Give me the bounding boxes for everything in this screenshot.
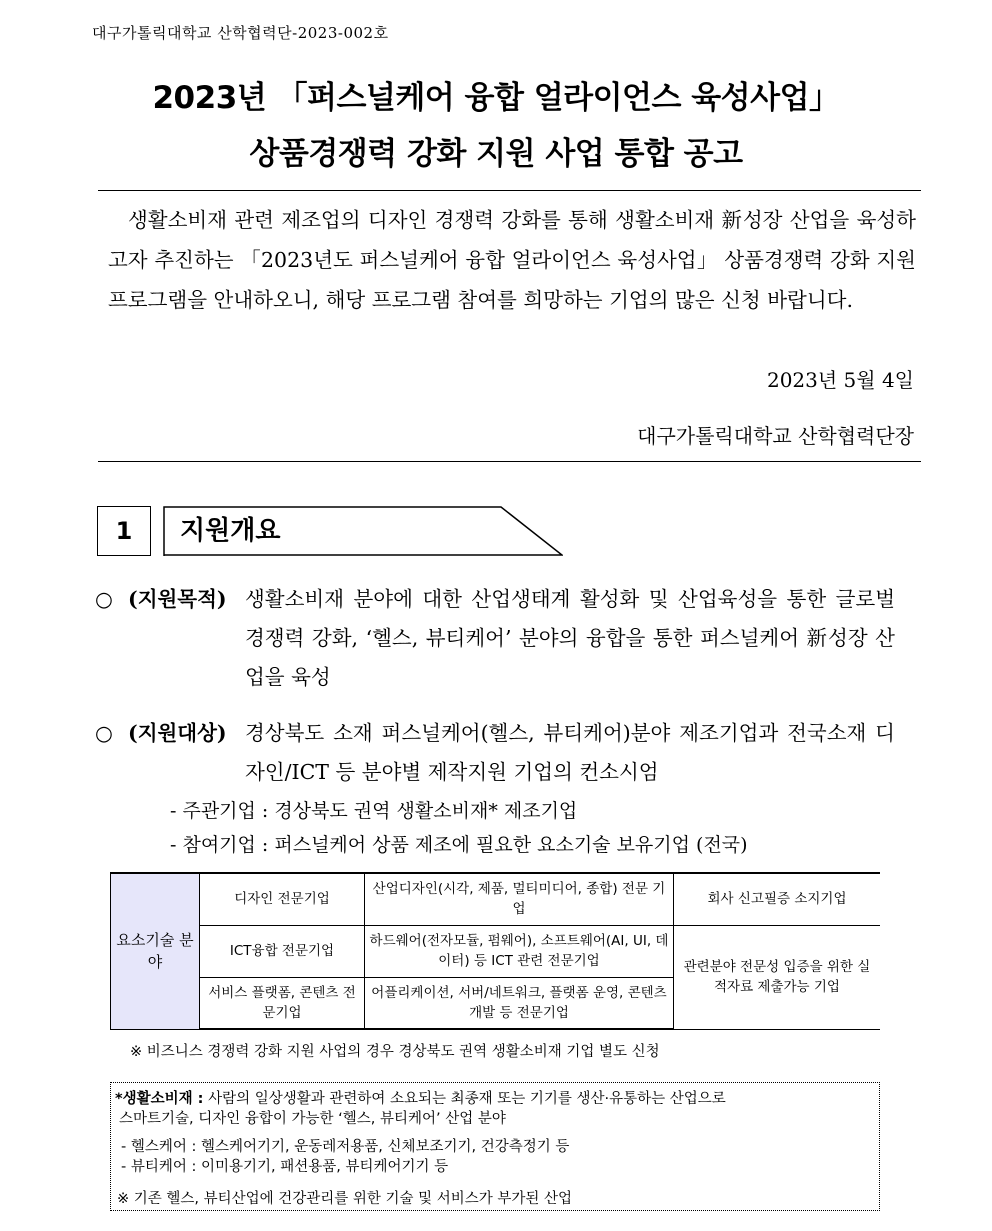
definition-note: ※ 기존 헬스, 뷰티산업에 건강관리를 위한 기술 및 서비스가 부가된 산업 [117,1191,573,1207]
bullet-target [95,714,905,792]
intro-paragraph: 생활소비재 관련 제조업의 디자인 경쟁력 강화를 통해 생활소비재 新성장 산업을 육성하고자 추진하는 「2023년도 퍼스널케어 융합 얼라이언스 육성사업」 상품경쟁력 강화 지원 프로그램을 안내하오니, 해당 프로그램 참여를 희망하는 기업의 많은 신청 바랍니다. [108,208,916,312]
table-row [111,925,881,977]
description-cell: 산업디자인(시각, 제품, 멀티미디어, 종합) 전문 기업 [365,873,674,925]
section-title: 지원개요 [180,516,281,546]
definition-item-health: - 헬스케어 : 헬스케어기기, 운동레저용품, 신체보조기기, 건강측정기 등 [121,1139,570,1155]
requirement-cell: 관련분야 전문성 입증을 위한 실적자료 제출가능 기업 [674,925,881,1029]
requirement-cell: 회사 신고필증 소지기업 [674,873,881,925]
definition-item-beauty: - 뷰티케어 : 이미용기기, 패션용품, 뷰티케어기기 등 [121,1159,449,1175]
sub-item-participant-company: - 참여기업 : 퍼스널케어 상품 제조에 필요한 요소기술 보유기업 (전국) [170,834,748,856]
bullet-text: 생활소비재 분야에 대한 산업생태계 활성화 및 산업육성을 통한 글로벌 경쟁력 강화, ‘헬스, 뷰티케어’ 분야의 융합을 통한 퍼스널케어 新성장 산업을 육성 [245,587,895,689]
table-note: ※ 비즈니스 경쟁력 강화 지원 사업의 경우 경상북도 권역 생활소비재 기업 별도 신청 [130,1044,660,1060]
bullet-label: (지원대상) [128,721,227,745]
sub-item-lead-company: - 주관기업 : 경상북도 권역 생활소비재* 제조기업 [170,800,578,822]
issuer: 대구가톨릭대학교 산학협력단장 [637,424,914,448]
definition-line-1 [115,1087,726,1108]
title-line-2: 상품경쟁력 강화 지원 사업 통합 공고 [249,136,743,172]
definition-text: 사람의 일상생활과 관련하여 소요되는 최종재 또는 기기를 생산·유통하는 산업으로 [208,1091,726,1107]
table-row [111,873,881,925]
company-type-cell: ICT융합 전문기업 [200,925,365,977]
bullet-purpose [95,580,905,697]
circle-bullet-icon: ○ [95,721,113,745]
company-type-cell: 디자인 전문기업 [200,873,365,925]
section-number: 1 [97,506,151,556]
description-cell: 어플리케이션, 서버/네트워크, 플랫폼 운영, 콘텐츠 개발 등 전문기업 [365,977,674,1029]
bullet-label: (지원목적) [128,587,227,611]
requirements-table [110,872,880,1030]
top-divider [98,190,921,191]
definition-term: *생활소비재 : [115,1091,204,1107]
definition-box [110,1082,880,1211]
description-cell: 하드웨어(전자모듈, 펌웨어), 소프트웨어(AI, UI, 데이터) 등 ICT 관련 전문기업 [365,925,674,977]
title-line-1: 2023년 「퍼스널케어 융합 얼라이언스 육성사업」 [152,80,840,116]
bullet-text: 경상북도 소재 퍼스널케어(헬스, 뷰티케어)분야 제조기업과 전국소재 디자인/ICT 등 분야별 제작지원 기업의 컨소시엄 [245,721,895,784]
document-number: 대구가톨릭대학교 산학협력단-2023-002호 [92,24,389,42]
company-type-cell: 서비스 플랫폼, 콘텐츠 전문기업 [200,977,365,1029]
announcement-date: 2023년 5월 4일 [766,368,914,392]
circle-bullet-icon: ○ [95,587,113,611]
bottom-divider [98,461,921,462]
category-cell: 요소기술 분야 [111,873,200,1029]
definition-line-2: 스마트기술, 디자인 융합이 가능한 ‘헬스, 뷰티케어’ 산업 분야 [119,1111,506,1127]
